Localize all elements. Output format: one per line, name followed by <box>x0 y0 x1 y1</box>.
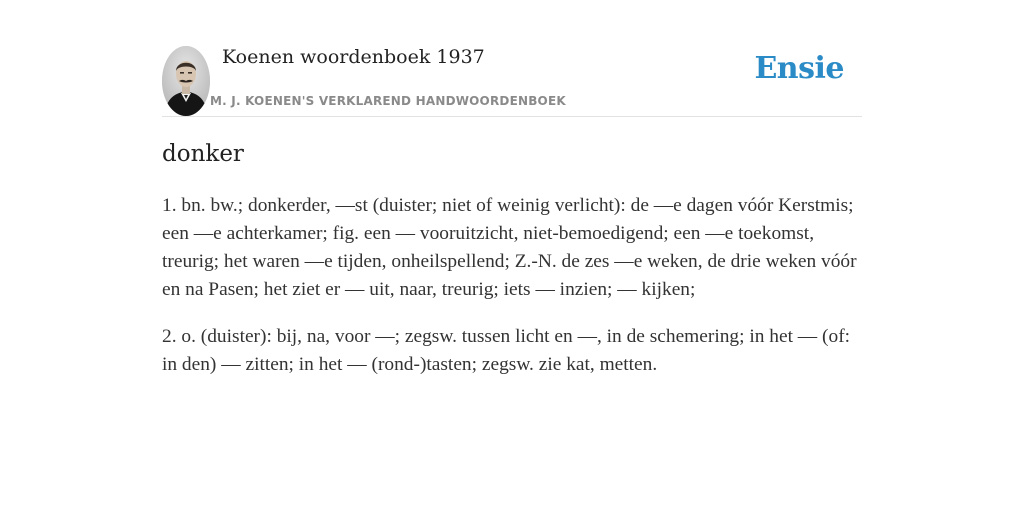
entry-headword: donker <box>162 141 244 167</box>
dictionary-title[interactable]: Koenen woordenboek 1937 <box>222 46 485 68</box>
entry-definitions <box>162 192 862 398</box>
author-portrait-icon <box>162 46 210 116</box>
page <box>162 0 862 375</box>
dictionary-header <box>162 0 862 117</box>
definition-2: 2. o. (duister): bij, na, voor —; zegsw. tussen licht en —, in de schemering; in het — (of: in den) — zitten; in het — (rond-)tasten; zegsw. zie kat, metten. <box>162 326 851 375</box>
dictionary-subtitle: M. J. KOENEN'S VERKLAREND HANDWOORDENBOEK <box>210 94 566 108</box>
ensie-logo-link[interactable]: Ensie <box>754 51 844 86</box>
definition-1: 1. bn. bw.; donkerder, —st (duister; niet of weinig verlicht): de —e dagen vóór Kerstmis; een —e achterkamer; fig. een — vooruitzicht, niet-bemoedigend; een —e toekomst, treurig; het waren —e tijden, onheilspellend; Z.-N. de zes —e weken, de drie weken vóór en na Pasen; het ziet er — uit, naar, treurig; iets — inzien; — kijken; <box>162 195 857 300</box>
